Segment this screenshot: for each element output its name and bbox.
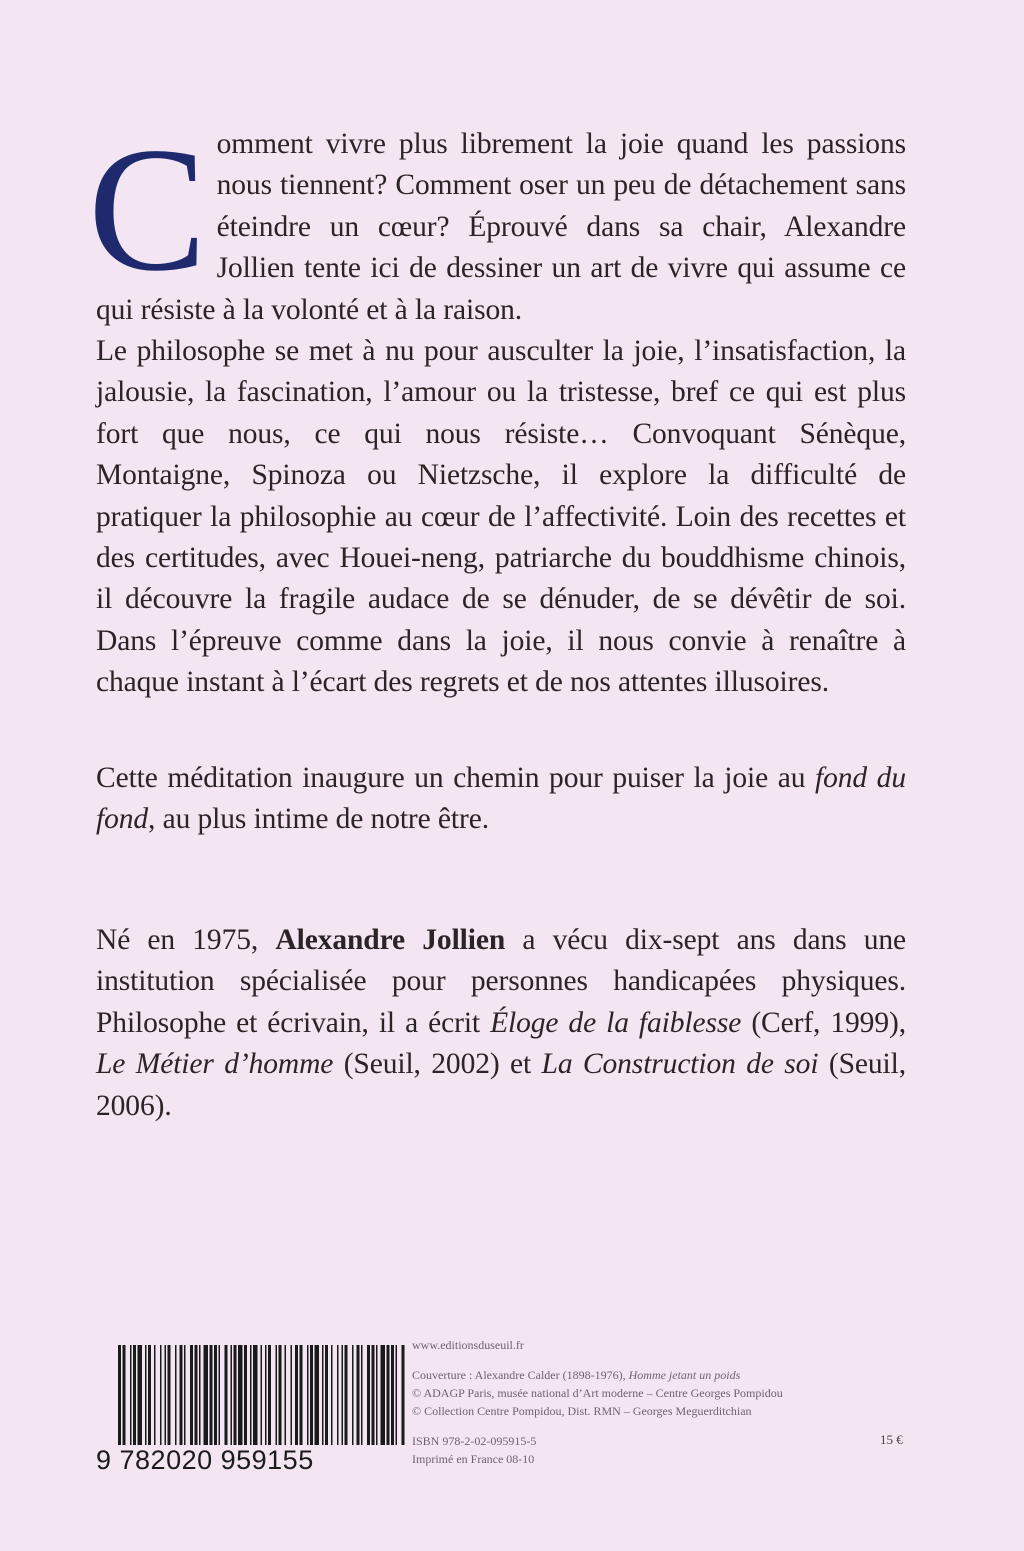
book-title: Éloge de la faiblesse	[490, 1006, 742, 1039]
barcode-bar	[310, 1345, 313, 1445]
barcode-bar	[168, 1345, 171, 1445]
barcode-bar	[391, 1345, 394, 1445]
barcode-bar	[190, 1345, 193, 1445]
summary-paragraph-2: Le philosophe se met à nu pour ausculter la joie, l’insatisfaction, la jalousie, la fascination, l’amour ou la tristesse, bref ce qui est plus fort que nous, ce qui nous résiste… Convoquant Sénèque, Montaigne, Spinoza ou Nietzsche, il explore la difficulté de pratiquer la philosophie au cœur de l’affectivité. Loin des recettes et des certitudes, avec Houei-neng, patriarche du bouddhisme chinois, il découvre la fragile audace de se dénuder, de se dévêtir de soi. Dans l’épreuve comme dans la joie, il nous convie à renaître à chaque instant à l’écart des regrets et de nos attentes illusoires.	[96, 335, 906, 699]
barcode-bar	[361, 1345, 363, 1445]
barcode-bar	[387, 1345, 390, 1445]
barcode-bar	[300, 1345, 303, 1445]
price: 15 €	[880, 1432, 903, 1447]
book-title: La Construction de soi	[541, 1048, 819, 1081]
barcode-bar	[234, 1345, 237, 1445]
barcode-bar	[225, 1345, 228, 1445]
barcode-bar	[145, 1345, 147, 1445]
barcode-bar	[337, 1345, 339, 1445]
barcode-bar	[210, 1345, 213, 1445]
barcode-bar	[148, 1345, 151, 1445]
barcode-bar	[184, 1345, 186, 1445]
barcode-digits: 9 782020 959155	[96, 1445, 314, 1475]
barcode-bar	[322, 1345, 324, 1445]
meditation-italic: fond du fond	[96, 762, 906, 836]
barcode-bar	[160, 1345, 162, 1445]
bio-paragraph: Né en 1975, Alexandre Jollien a vécu dix-sept ans dans une institution spécialisée pour personnes handicapées physiques. Philosophe et écrivain, il a écrit Éloge de la faiblesse (Cerf, 1999), Le Métier d’homme (Seuil, 2002) et La Construction de soi (Seuil, 2006).	[96, 924, 907, 1122]
barcode-bar	[291, 1345, 293, 1445]
barcode-bar	[219, 1345, 221, 1445]
publisher-credits	[412, 1336, 882, 1468]
barcode-bar	[376, 1345, 378, 1445]
barcode-bar	[325, 1345, 328, 1445]
barcode-bar	[204, 1345, 209, 1445]
barcode-bar	[307, 1345, 309, 1445]
barcode-bar	[352, 1345, 354, 1445]
barcode-bar	[118, 1345, 121, 1445]
barcode	[96, 1345, 410, 1475]
barcode-bar	[195, 1345, 198, 1445]
barcode-bar	[214, 1345, 217, 1445]
barcode-bar	[342, 1345, 344, 1445]
barcode-bar	[238, 1345, 243, 1445]
publisher-website: www.editionsduseuil.fr	[412, 1338, 524, 1352]
barcode-bar	[276, 1345, 278, 1445]
barcode-bars	[118, 1345, 408, 1447]
barcode-bar	[244, 1345, 247, 1445]
barcode-bar	[331, 1345, 333, 1445]
barcode-bar	[268, 1345, 271, 1445]
barcode-bar	[367, 1345, 370, 1445]
barcode-bar	[180, 1345, 183, 1445]
barcode-bar	[261, 1345, 263, 1445]
barcode-bar	[133, 1345, 136, 1445]
meditation-paragraph: Cette méditation inaugure un chemin pour puiser la joie au fond du fond, au plus intime de notre être.	[96, 762, 906, 836]
summary-paragraph-1: omment vivre plus librement la joie quand les passions nous tiennent? Comment oser un peu de détachement sans éteindre un cœur? Éprouvé dans sa chair, Alexandre Jollien tente ici de dessiner un art de vivre qui assume ce qui résiste à la volonté et à la raison.	[96, 128, 906, 326]
barcode-bar	[402, 1345, 405, 1445]
barcode-bar	[231, 1345, 233, 1445]
summary-text	[88, 110, 906, 704]
isbn: ISBN 978-2-02-095915-5	[412, 1434, 537, 1448]
cover-credit-line-2: © ADAGP Paris, musée national d’Art moderne – Centre Georges Pompidou	[412, 1386, 783, 1400]
barcode-bar	[315, 1345, 320, 1445]
barcode-bar	[372, 1345, 375, 1445]
barcode-bar	[285, 1345, 287, 1445]
author-bio	[96, 920, 906, 1127]
printed-in: Imprimé en France 08-10	[412, 1452, 535, 1466]
cover-credit-line-1: Couverture : Alexandre Calder (1898-1976), Homme jetant un poids	[412, 1368, 741, 1382]
barcode-bar	[345, 1345, 348, 1445]
barcode-bar	[253, 1345, 258, 1445]
barcode-bar	[381, 1345, 386, 1445]
barcode-bar	[130, 1345, 132, 1445]
barcode-bar	[265, 1345, 267, 1445]
barcode-bar	[357, 1345, 360, 1445]
author-name: Alexandre Jollien	[275, 924, 506, 956]
barcode-bar	[165, 1345, 167, 1445]
meditation-text	[96, 758, 906, 841]
barcode-bar	[123, 1345, 126, 1445]
barcode-bar	[175, 1345, 177, 1445]
barcode-bar	[295, 1345, 298, 1445]
book-title: Le Métier d’homme	[96, 1048, 334, 1081]
barcode-bar	[199, 1345, 201, 1445]
cover-credit-line-3: © Collection Centre Pompidou, Dist. RMN – Georges Meguerditchian	[412, 1404, 752, 1418]
barcode-bar	[396, 1345, 398, 1445]
barcode-bar	[250, 1345, 252, 1445]
barcode-bar	[279, 1345, 282, 1445]
barcode-bar	[138, 1345, 143, 1445]
barcode-bar	[154, 1345, 156, 1445]
drop-cap: C	[88, 110, 207, 308]
